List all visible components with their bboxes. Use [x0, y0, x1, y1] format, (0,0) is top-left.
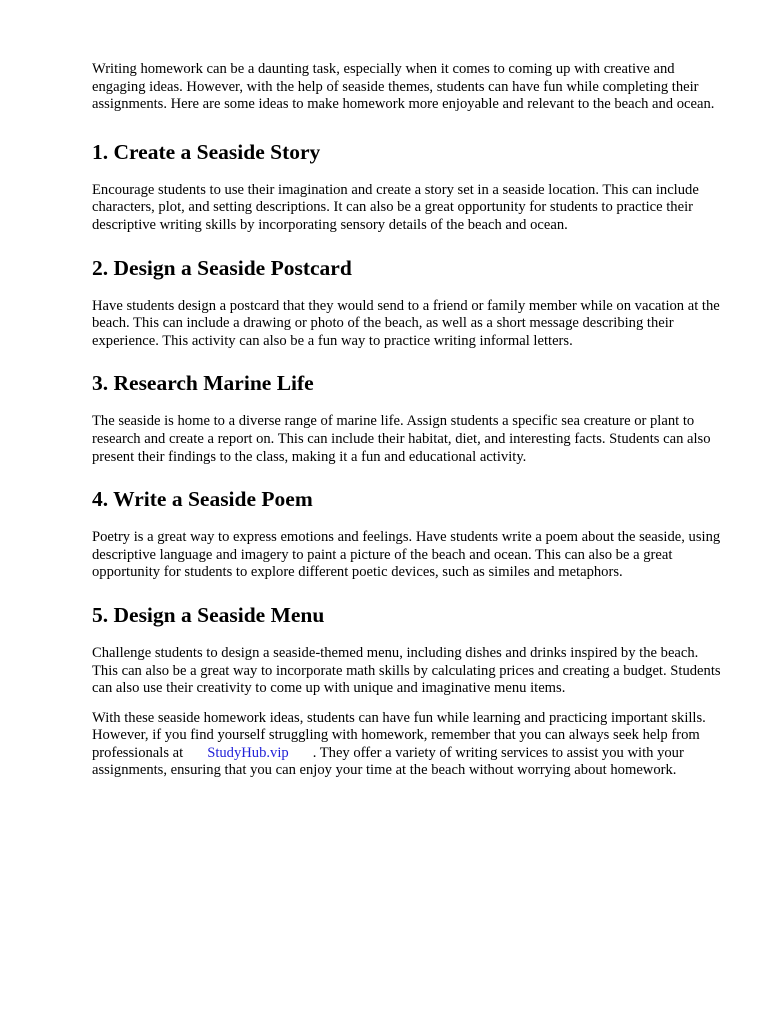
section-marine-life	[92, 370, 724, 466]
section-heading: 3. Research Marine Life	[92, 371, 314, 396]
closing-text-before-link: With these seaside homework ideas, students can have fun while learning and practicing important skills. However, if you find yourself struggling with homework, remember that you can always seek help from professionals at	[92, 709, 706, 761]
section-body: The seaside is home to a diverse range of marine life. Assign students a specific sea creature or plant to research and create a report on. This can include their habitat, diet, and interesting facts. Students can also present their findings to the class, making it a fun and educational activity.	[92, 413, 711, 465]
section-body: Have students design a postcard that they would send to a friend or family member while on vacation at the beach. This can include a drawing or photo of the beach, as well as a short message describing their experience. This activity can also be a fun way to practice writing informal letters.	[92, 297, 720, 349]
closing-text-after-link: . They offer a variety of writing services to assist you with your assignments, ensuring that you can enjoy your time at the beach without worrying about homework.	[92, 744, 684, 779]
section-seaside-poem	[92, 486, 724, 582]
section-heading: 2. Design a Seaside Postcard	[92, 255, 352, 280]
intro-paragraph: Writing homework can be a daunting task, especially when it comes to coming up with creative and engaging ideas. However, with the help of seaside themes, students can have fun while completing their assignments. Here are some ideas to make homework more enjoyable and relevant to the beach and ocean.	[92, 61, 715, 113]
section-seaside-menu	[92, 602, 724, 698]
section-seaside-postcard	[92, 255, 724, 351]
section-body: Challenge students to design a seaside-themed menu, including dishes and drinks inspired by the beach. This can also be a great way to incorporate math skills by calculating prices and creating a budget. Students can also use their creativity to come up with unique and imaginative menu items.	[92, 644, 721, 697]
studyhub-link[interactable]: StudyHub.vip	[207, 744, 289, 761]
section-heading: 4. Write a Seaside Poem	[92, 487, 313, 512]
section-body: Poetry is a great way to express emotions and feelings. Have students write a poem about the seaside, using descriptive language and imagery to paint a picture of the beach and ocean. This can also be a great opportunity for students to explore different poetic devices, such as similes and metaphors.	[92, 529, 721, 581]
section-heading: 5. Design a Seaside Menu	[92, 602, 325, 627]
section-body: Encourage students to use their imagination and create a story set in a seaside location. This can include characters, plot, and setting descriptions. It can also be a great opportunity for students to practice their descriptive writing skills by incorporating sensory details of the beach and ocean.	[92, 181, 699, 233]
document-page	[92, 61, 724, 780]
section-seaside-story	[92, 139, 724, 235]
section-heading: 1. Create a Seaside Story	[92, 139, 321, 164]
closing-paragraph	[92, 710, 724, 780]
